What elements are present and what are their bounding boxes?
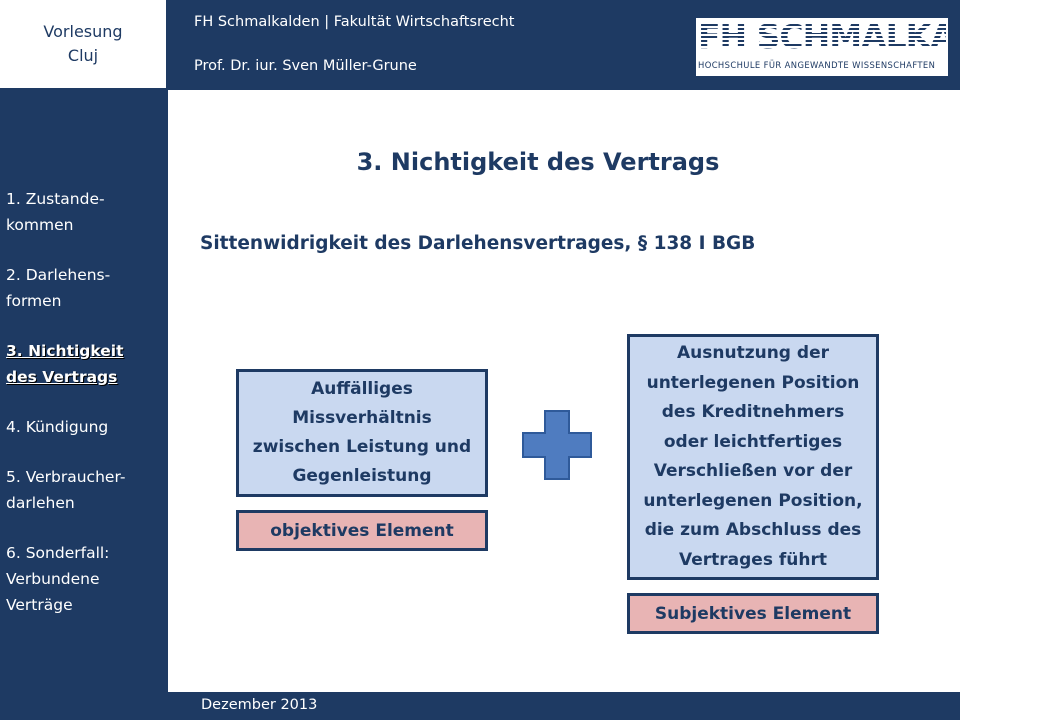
sidebar-item-zustandekommen[interactable]: 1. Zustande- kommen bbox=[6, 190, 105, 234]
sidebar bbox=[0, 0, 168, 720]
subjective-element-label: Subjektives Element bbox=[627, 593, 879, 634]
professor-text: Prof. Dr. iur. Sven Müller-Grune bbox=[194, 58, 417, 74]
objective-element-label: objektives Element bbox=[236, 510, 488, 551]
sidebar-item-verbraucherdarlehen[interactable]: 5. Verbraucher- darlehen bbox=[6, 468, 126, 512]
logo-wordmark: FH SCHMALKALDEN bbox=[698, 17, 1049, 56]
subjective-element-box: Ausnutzung der unterlegenen Position des Kreditnehmers oder leichtfertiges Verschließen vor der unterlegenen Position, die zum Abschluss des Vertrages führt bbox=[627, 334, 879, 580]
page-title: 3. Nichtigkeit des Vertrags bbox=[356, 148, 720, 176]
footer-date: Dezember 2013 bbox=[201, 697, 318, 713]
course-location: Cluj bbox=[67, 46, 99, 65]
sidebar-item-kuendigung[interactable]: 4. Kündigung bbox=[6, 418, 109, 436]
objective-element-box: Auffälliges Missverhältnis zwischen Leistung und Gegenleistung bbox=[236, 369, 488, 497]
plus-icon bbox=[521, 409, 593, 481]
fh-logo bbox=[696, 17, 1049, 76]
sidebar-item-nichtigkeit[interactable]: 3. Nichtigkeit des Vertrags bbox=[6, 342, 124, 386]
footer-bar bbox=[168, 692, 960, 720]
header-bar bbox=[168, 0, 1049, 90]
course-box bbox=[0, 0, 168, 90]
sidebar-item-sonderfall[interactable]: 6. Sonderfall: Verbundene Verträge bbox=[6, 544, 110, 614]
institution-text: FH Schmalkalden | Fakultät Wirtschaftsrecht bbox=[194, 14, 515, 30]
section-subtitle: Sittenwidrigkeit des Darlehensvertrages, § 138 I BGB bbox=[200, 233, 756, 254]
sidebar-nav bbox=[6, 186, 166, 642]
logo-subtitle: HOCHSCHULE FÜR ANGEWANDTE WISSENSCHAFTEN bbox=[698, 60, 936, 70]
sidebar-item-darlehensformen[interactable]: 2. Darlehens- formen bbox=[6, 266, 111, 310]
course-label: Vorlesung bbox=[43, 22, 123, 41]
